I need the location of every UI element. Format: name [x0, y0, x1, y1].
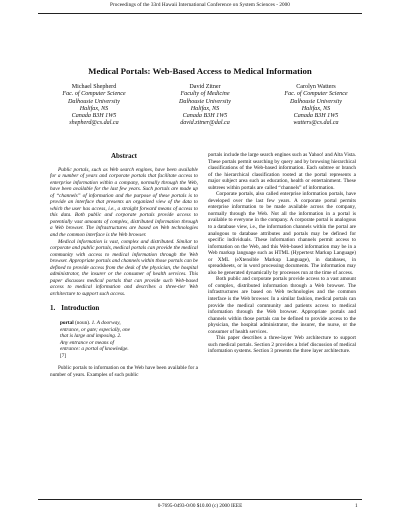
author-name: Carolyn Watters — [296, 84, 336, 90]
right-column — [208, 152, 356, 355]
footer-rule — [38, 499, 362, 500]
running-head: Proceedings of the 33rd Hawaii International Conference on System Sciences - 2000 — [110, 2, 290, 8]
author-postal: Canada B3H 1W5 — [71, 113, 117, 120]
author-dept: Faculty of Medicine — [180, 91, 230, 98]
abstract-heading: Abstract — [110, 152, 138, 160]
paper-title: Medical Portals: Web-Based Access to Medical Information — [88, 66, 312, 76]
author-3 — [262, 84, 370, 128]
body-paragraph: This paper describes a three-layer Web architecture to support such medical portals. Section 2 provides a brief discussion of medical information systems. Section 3 presents the three layer architecture. — [208, 335, 356, 355]
section-title: Introduction — [61, 304, 100, 313]
left-column — [50, 153, 198, 378]
abstract-body — [50, 167, 198, 298]
author-dept: Fac. of Computer Science — [62, 91, 126, 98]
definition-term: portal — [60, 320, 74, 327]
abstract-paragraph: Medical information is vast, complex and distributed. Similar to corporate and public portals, medical portals can provide the medical community with access to medical information through the Web browser. Appropriate portals and channels within those portals can be defined to provide access from the desk of the physician, the hospital administrator, the insurer or the consumer of health services. This paper discusses medical portals that can provide such Web-based access to medical information and describes a three-tier Web architecture to support such access. — [50, 238, 198, 297]
author-postal: Canada B3H 1W5 — [182, 113, 228, 120]
definition-pos: (noun). — [75, 320, 91, 327]
definition-text: 1. A doorway, entrance, or gate; especially, one that is large and imposing. 2. Any entrance or means of entrance: a portal of knowledge. — [60, 320, 130, 353]
portal-definition — [60, 320, 130, 359]
author-email: david.zitner@dal.ca — [180, 120, 230, 127]
section-number: 1. — [50, 304, 56, 313]
abstract-paragraph: Public portals, such as Web search engines, have been available for a number of years and corporate portals that facilitate access to enterprise information within a company, normally through the Web, have been available for the last few years. Such portals are made up of “channels” of information and the purpose of these portals is to provide an interface that presents an organized view of the data to which the user has access, i.e., a straight forward means of access to this data. Both public and corporate portals provide access to potentially vast amounts of complex, distributed information through a Web browser. The infrastructures are based on Web technologies and the common interface is the Web browser. — [50, 166, 198, 239]
author-univ: Dalhousie University — [179, 98, 231, 105]
author-2 — [151, 84, 259, 128]
header-rule — [38, 13, 362, 14]
body-paragraph: Both public and corporate portals provide access to a vast amount of complex, distributed information through a Web browser. The infrastructures are based on Web technologies and the common interface is the Web browser. In a similar fashion, medical portals can provide the medical community and patients access to medical information through the Web browser. Appropriate portals and channels within those portals can be defined to provide access to the physician, the hospital administrator, the insurer, the nurse, or the consumer of health services. — [208, 276, 356, 335]
author-1 — [40, 84, 148, 128]
body-paragraph: portals include the large search engines such as Yahoo! and Alta Vista. These portals permit searching by query and by browsing hierarchical classifications of the Web-based information. Each subtree or branch of the hierarchical classification rooted at the portal represents a major subject area such as education, health or entertainment. These subtrees within portals are called “channels” of information. — [208, 152, 356, 191]
author-city: Halifax, NS — [301, 105, 331, 112]
author-dept: Fac. of Computer Science — [284, 91, 348, 98]
section-heading-introduction — [50, 305, 198, 312]
author-name: David Zitner — [189, 84, 221, 90]
author-email: shepherd@cs.dal.ca — [69, 120, 119, 127]
intro-paragraph: Public portals to information on the Web have been available for a number of years. Examples of such public — [50, 365, 198, 378]
author-email: watters@cs.dal.ca — [293, 120, 339, 127]
body-paragraph: Corporate portals, also called enterprise information portals, have developed over the last few years. A corporate portal permits enterprise information to be made available across the company, normally through the Web. Not all the information in a portal is available to everyone in the company. A corporate portal is analogous to a database view, i.e., the information channels within the portal are analogous to database attributes and portals may be defined for specific individuals. These information channels permit access to information on the Web, and this Web-based information may be in a Web markup language such as HTML (Hypertext Markup Language) or XML (eXtensible Markup Language), in databases, in spreadsheets, or in word processing documents. The information may also be generated dynamically by processes run at the time of access. — [208, 191, 356, 276]
author-city: Halifax, NS — [79, 105, 109, 112]
author-name: Michael Shepherd — [71, 84, 117, 90]
footer-isbn: 0-7695-0493-0/00 $10.00 (c) 2000 IEEE — [157, 503, 243, 509]
page-number: 1 — [355, 503, 358, 509]
author-city: Halifax, NS — [190, 105, 220, 112]
definition-ref: [7] — [60, 352, 67, 359]
author-block — [40, 84, 370, 128]
author-postal: Canada B3H 1W5 — [293, 113, 339, 120]
author-univ: Dalhousie University — [290, 98, 342, 105]
author-univ: Dalhousie University — [68, 98, 120, 105]
